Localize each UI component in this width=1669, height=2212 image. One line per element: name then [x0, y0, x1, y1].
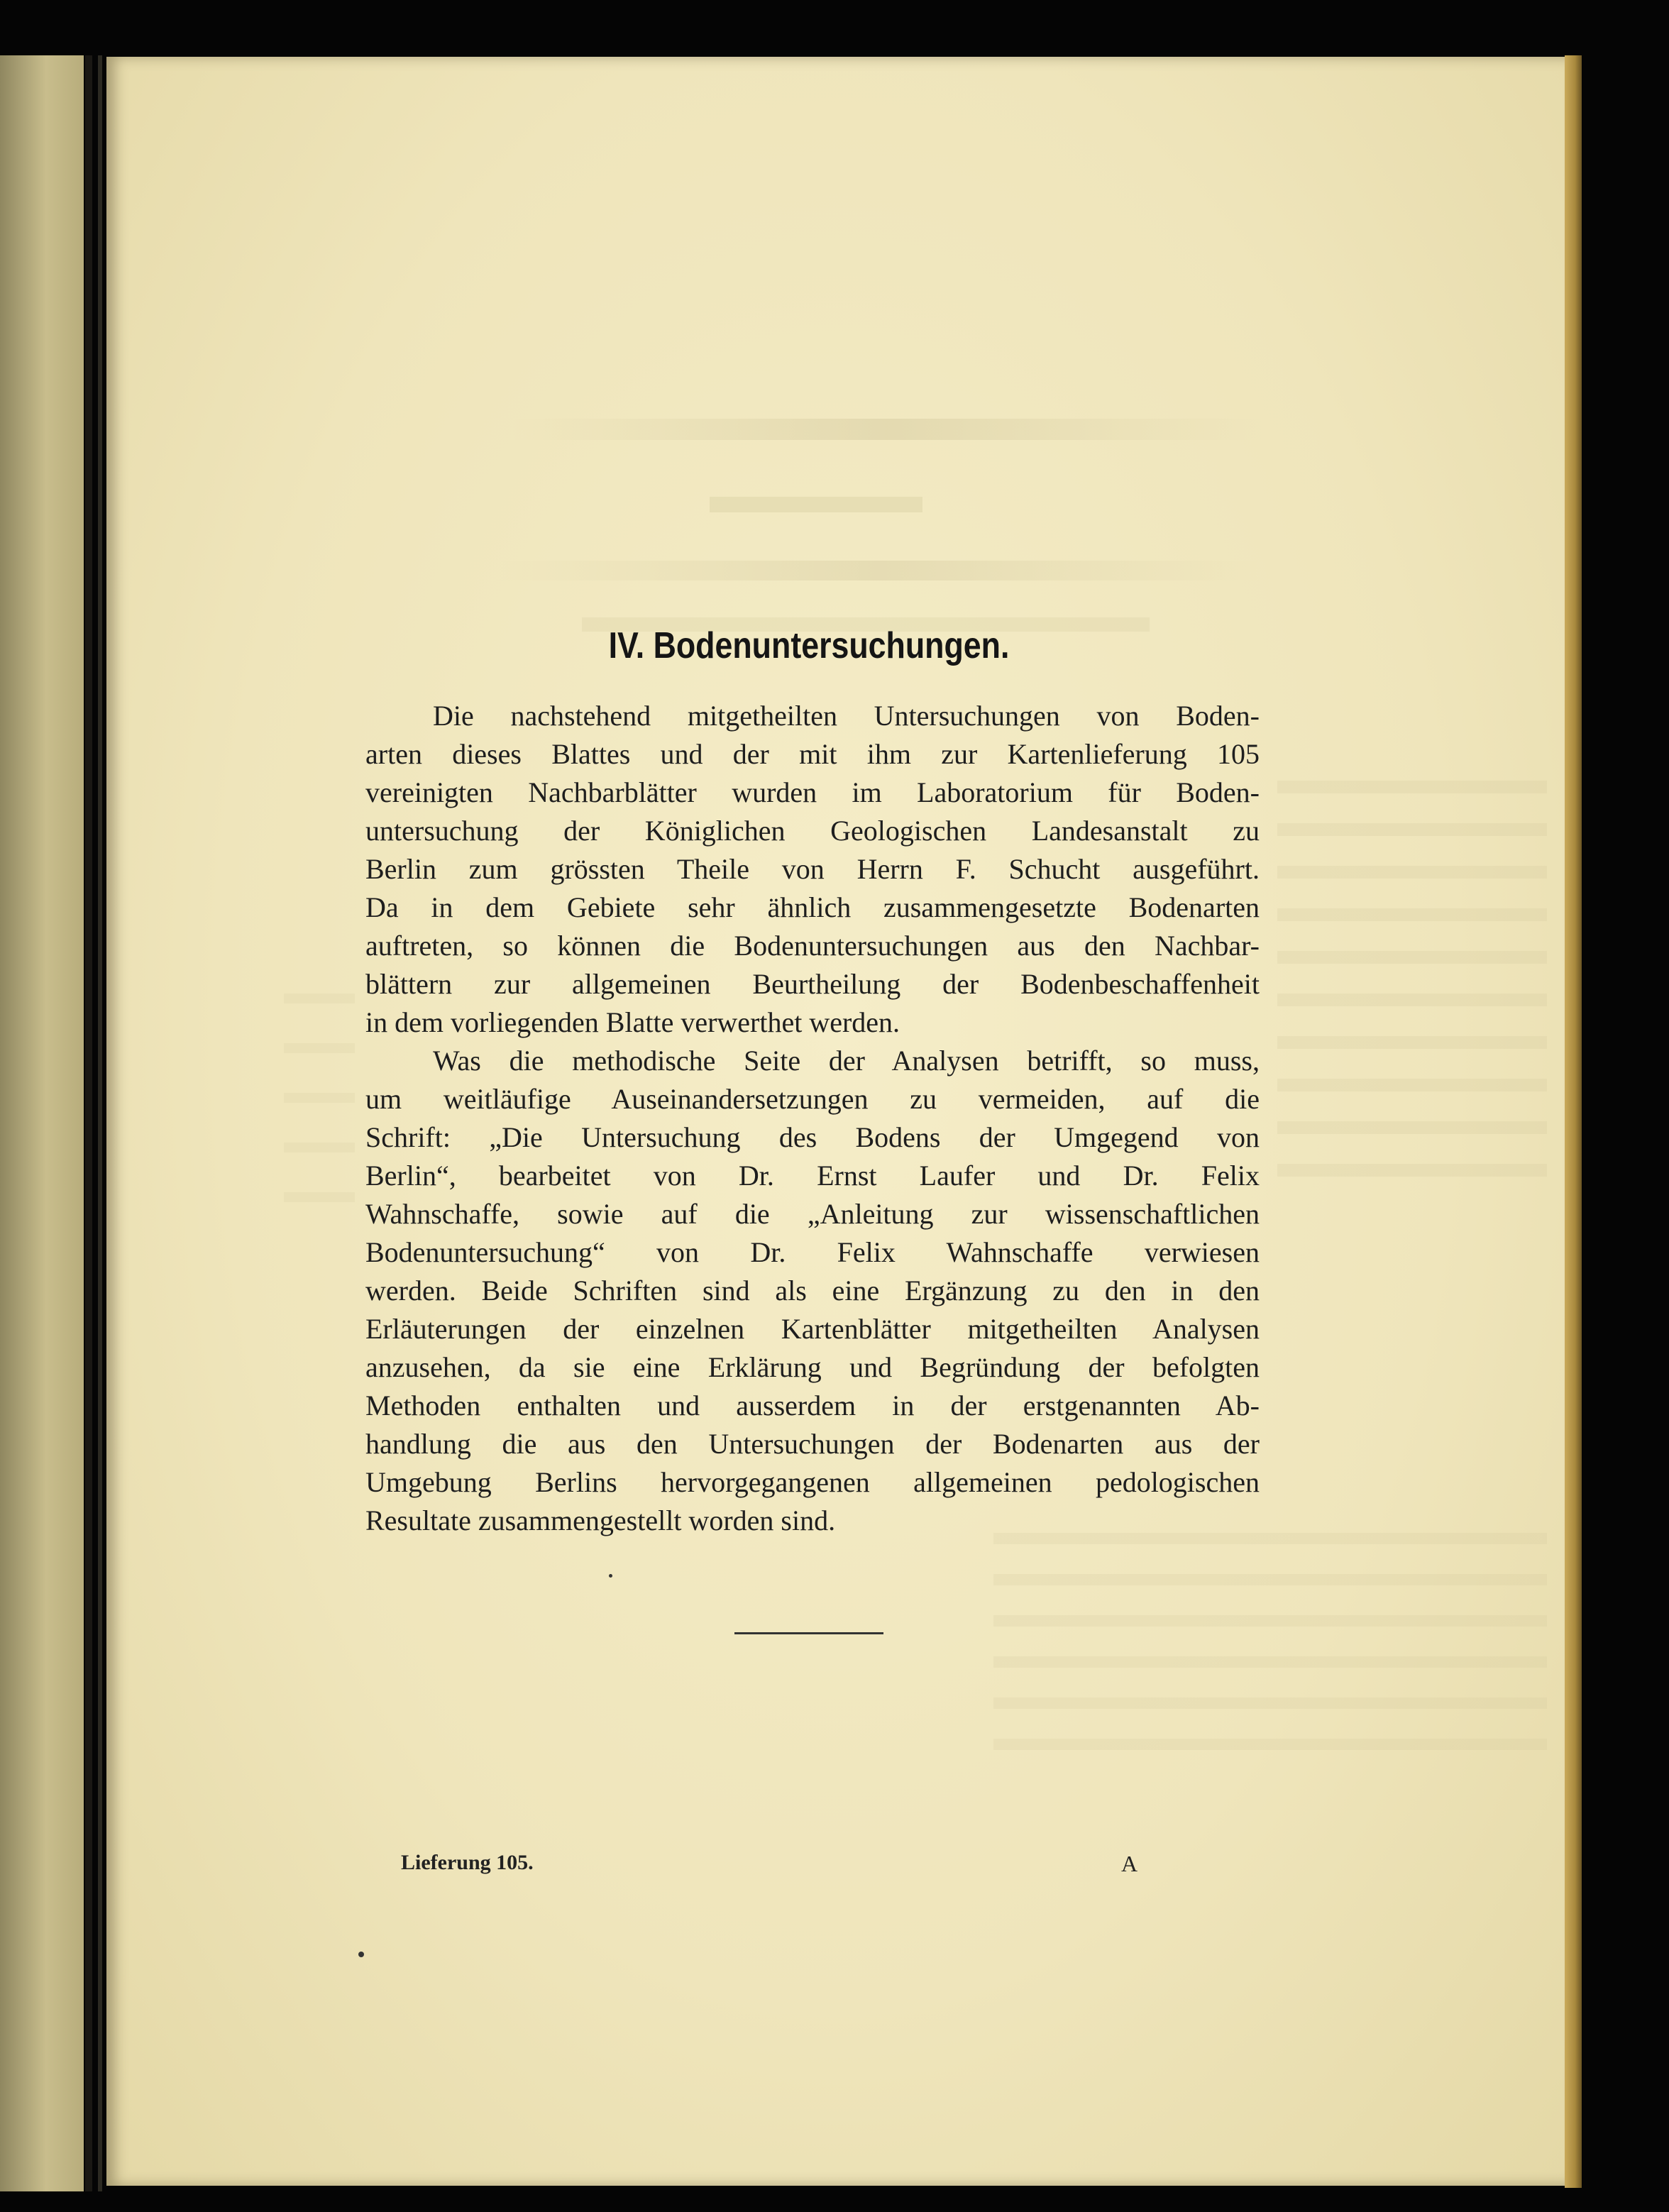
text-line: Umgebung Berlins hervorgegangenen allgemeinen pedologischen [365, 1466, 1260, 1498]
ink-speck [609, 1574, 612, 1578]
text-line: Was die methodische Seite der Analysen betrifft, so muss, [433, 1045, 1260, 1077]
text-line: blättern zur allgemeinen Beurtheilung der Bodenbeschaffenheit [365, 968, 1260, 1000]
sheet-letter: A [1121, 1851, 1138, 1876]
text-line: arten dieses Blattes und der mit ihm zur Kartenlieferung 105 [365, 738, 1260, 770]
paragraph-2 [365, 1042, 1260, 1540]
body-text [365, 697, 1260, 1540]
section-divider [734, 1632, 883, 1634]
left-page-edge [0, 55, 84, 2191]
text-line: Erläuterungen der einzelnen Kartenblätter mitgetheilten Analysen [365, 1313, 1260, 1345]
section-heading: IV. Bodenuntersuchungen. [608, 625, 1010, 666]
text-line: in dem vorliegenden Blatte verwerthet werden. [365, 1006, 900, 1038]
text-line: auftreten, so können die Bodenuntersuchungen aus den Nachbar- [365, 930, 1260, 962]
text-line: Resultate zusammengestellt worden sind. [365, 1504, 836, 1536]
text-line: Methoden enthalten und ausserdem in der erstgenannten Ab- [365, 1390, 1260, 1421]
text-line: handlung die aus den Untersuchungen der Bodenarten aus der [365, 1428, 1260, 1460]
text-line: Schrift: „Die Untersuchung des Bodens der Umgegend von [365, 1121, 1260, 1153]
text-line: werden. Beide Schriften sind als eine Ergänzung zu den in den [365, 1275, 1260, 1306]
text-line: um weitläufige Auseinandersetzungen zu vermeiden, auf die [365, 1083, 1260, 1115]
paragraph-1 [365, 697, 1260, 1042]
text-line: Die nachstehend mitgetheilten Untersuchungen von Boden- [433, 700, 1260, 732]
text-line: untersuchung der Königlichen Geologischen Landesanstalt zu [365, 815, 1260, 847]
text-line: Bodenuntersuchung“ von Dr. Felix Wahnschaffe verwiesen [365, 1236, 1260, 1268]
text-line: Wahnschaffe, sowie auf die „Anleitung zur wissenschaftlichen [365, 1198, 1260, 1230]
text-line: vereinigten Nachbarblätter wurden im Laboratorium für Boden- [365, 776, 1260, 808]
right-page-edge [1565, 55, 1582, 2188]
text-line: Berlin zum grössten Theile von Herrn F. Schucht ausgeführt. [365, 853, 1260, 885]
signature-mark: Lieferung 105. [401, 1851, 534, 1874]
binding-gutter [85, 55, 92, 2191]
text-line: anzusehen, da sie eine Erklärung und Begründung der befolgten [365, 1351, 1260, 1383]
text-line: Da in dem Gebiete sehr ähnlich zusammengesetzte Bodenarten [365, 891, 1260, 923]
binding-gutter-inner [98, 55, 102, 2191]
ink-speck [358, 1952, 364, 1957]
text-line: Berlin“, bearbeitet von Dr. Ernst Laufer und Dr. Felix [365, 1160, 1260, 1192]
